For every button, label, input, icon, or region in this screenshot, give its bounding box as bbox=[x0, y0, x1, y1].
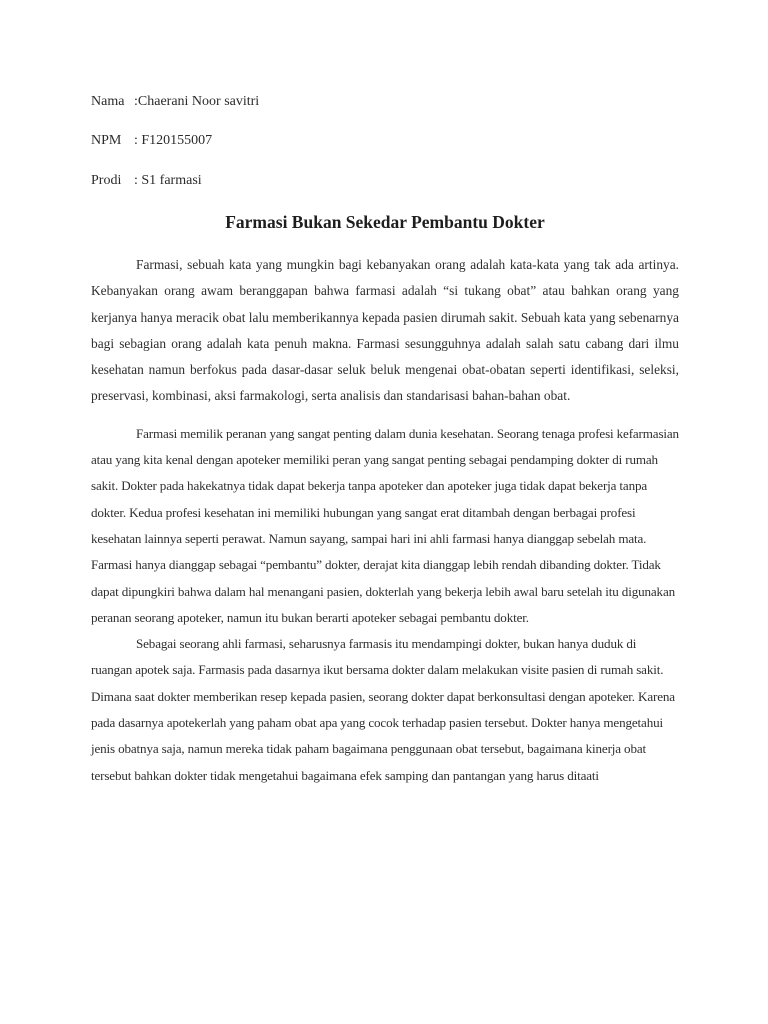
student-info bbox=[91, 91, 679, 192]
npm-row bbox=[91, 130, 679, 152]
name-value: :Chaerani Noor savitri bbox=[134, 94, 260, 109]
npm-label: NPM bbox=[91, 133, 122, 148]
npm-value: : F120155007 bbox=[134, 133, 213, 148]
name-label: Nama bbox=[91, 94, 125, 109]
paragraph-2: Farmasi memilik peranan yang sangat penting dalam dunia kesehatan. Seorang tenaga profesi kefarmasian atau yang kita kenal dengan apoteker memiliki peran yang sangat penting sebagai pendamping dokter di rumah sakit. Dokter pada hakekatnya tidak dapat bekerja tanpa apoteker dan apoteker juga tidak dapat bekerja tanpa dokter. Kedua profesi kesehatan ini memiliki hubungan yang sangat erat ditambah dengan berbagai profesi kesehatan lainnya seperti perawat. Namun sayang, sampai hari ini ahli farmasi hanya dianggap sebelah mata. Farmasi hanya dianggap sebagai “pembantu” dokter, derajat kita dianggap lebih rendah dibanding dokter. Tidak dapat dipungkiri bahwa dalam hal menangani pasien, dokterlah yang bekerja lebih awal baru setelah itu digunakan peranan seorang apoteker, namun itu bukan berarti apoteker sebagai pembantu dokter. bbox=[91, 425, 679, 625]
prodi-row bbox=[91, 170, 679, 192]
document-title: Farmasi Bukan Sekedar Pembantu Dokter bbox=[225, 212, 545, 232]
paragraph-1: Farmasi, sebuah kata yang mungkin bagi kebanyakan orang adalah kata-kata yang tak ada artinya. Kebanyakan orang awam beranggapan bahwa farmasi adalah “si tukang obat” atau bahkan orang yang kerjanya hanya meracik obat lalu memberikannya kepada pasien dirumah sakit. Sebuah kata yang sebenarnya bagi sebagian orang adalah kata penuh makna. Farmasi sesungguhnya adalah salah satu cabang dari ilmu kesehatan namun berfokus pada dasar-dasar seluk beluk mengenai obat-obatan seperti identifikasi, seleksi, preservasi, kombinasi, aksi farmakologi, serta analisis dan standarisasi bahan-bahan obat. bbox=[91, 257, 679, 404]
prodi-label: Prodi bbox=[91, 173, 122, 188]
paragraph-3: Sebagai seorang ahli farmasi, seharusnya farmasis itu mendampingi dokter, bukan hanya duduk di ruangan apotek saja. Farmasis pada dasarnya ikut bersama dokter dalam melakukan visite pasien di rumah sakit. Dimana saat dokter memberikan resep kepada pasien, seorang dokter dapat berkonsultasi dengan apoteker. Karena pada dasarnya apotekerlah yang paham obat apa yang cocok terhadap pasien tersebut. Dokter hanya mengetahui jenis obatnya saja, namun mereka tidak paham bagaimana penggunaan obat tersebut, bagaimana kinerja obat tersebut bahkan dokter tidak mengetahui bagaimana efek samping dan pantangan yang harus ditaati bbox=[91, 636, 675, 783]
prodi-value: : S1 farmasi bbox=[134, 173, 202, 188]
name-row bbox=[91, 91, 679, 113]
